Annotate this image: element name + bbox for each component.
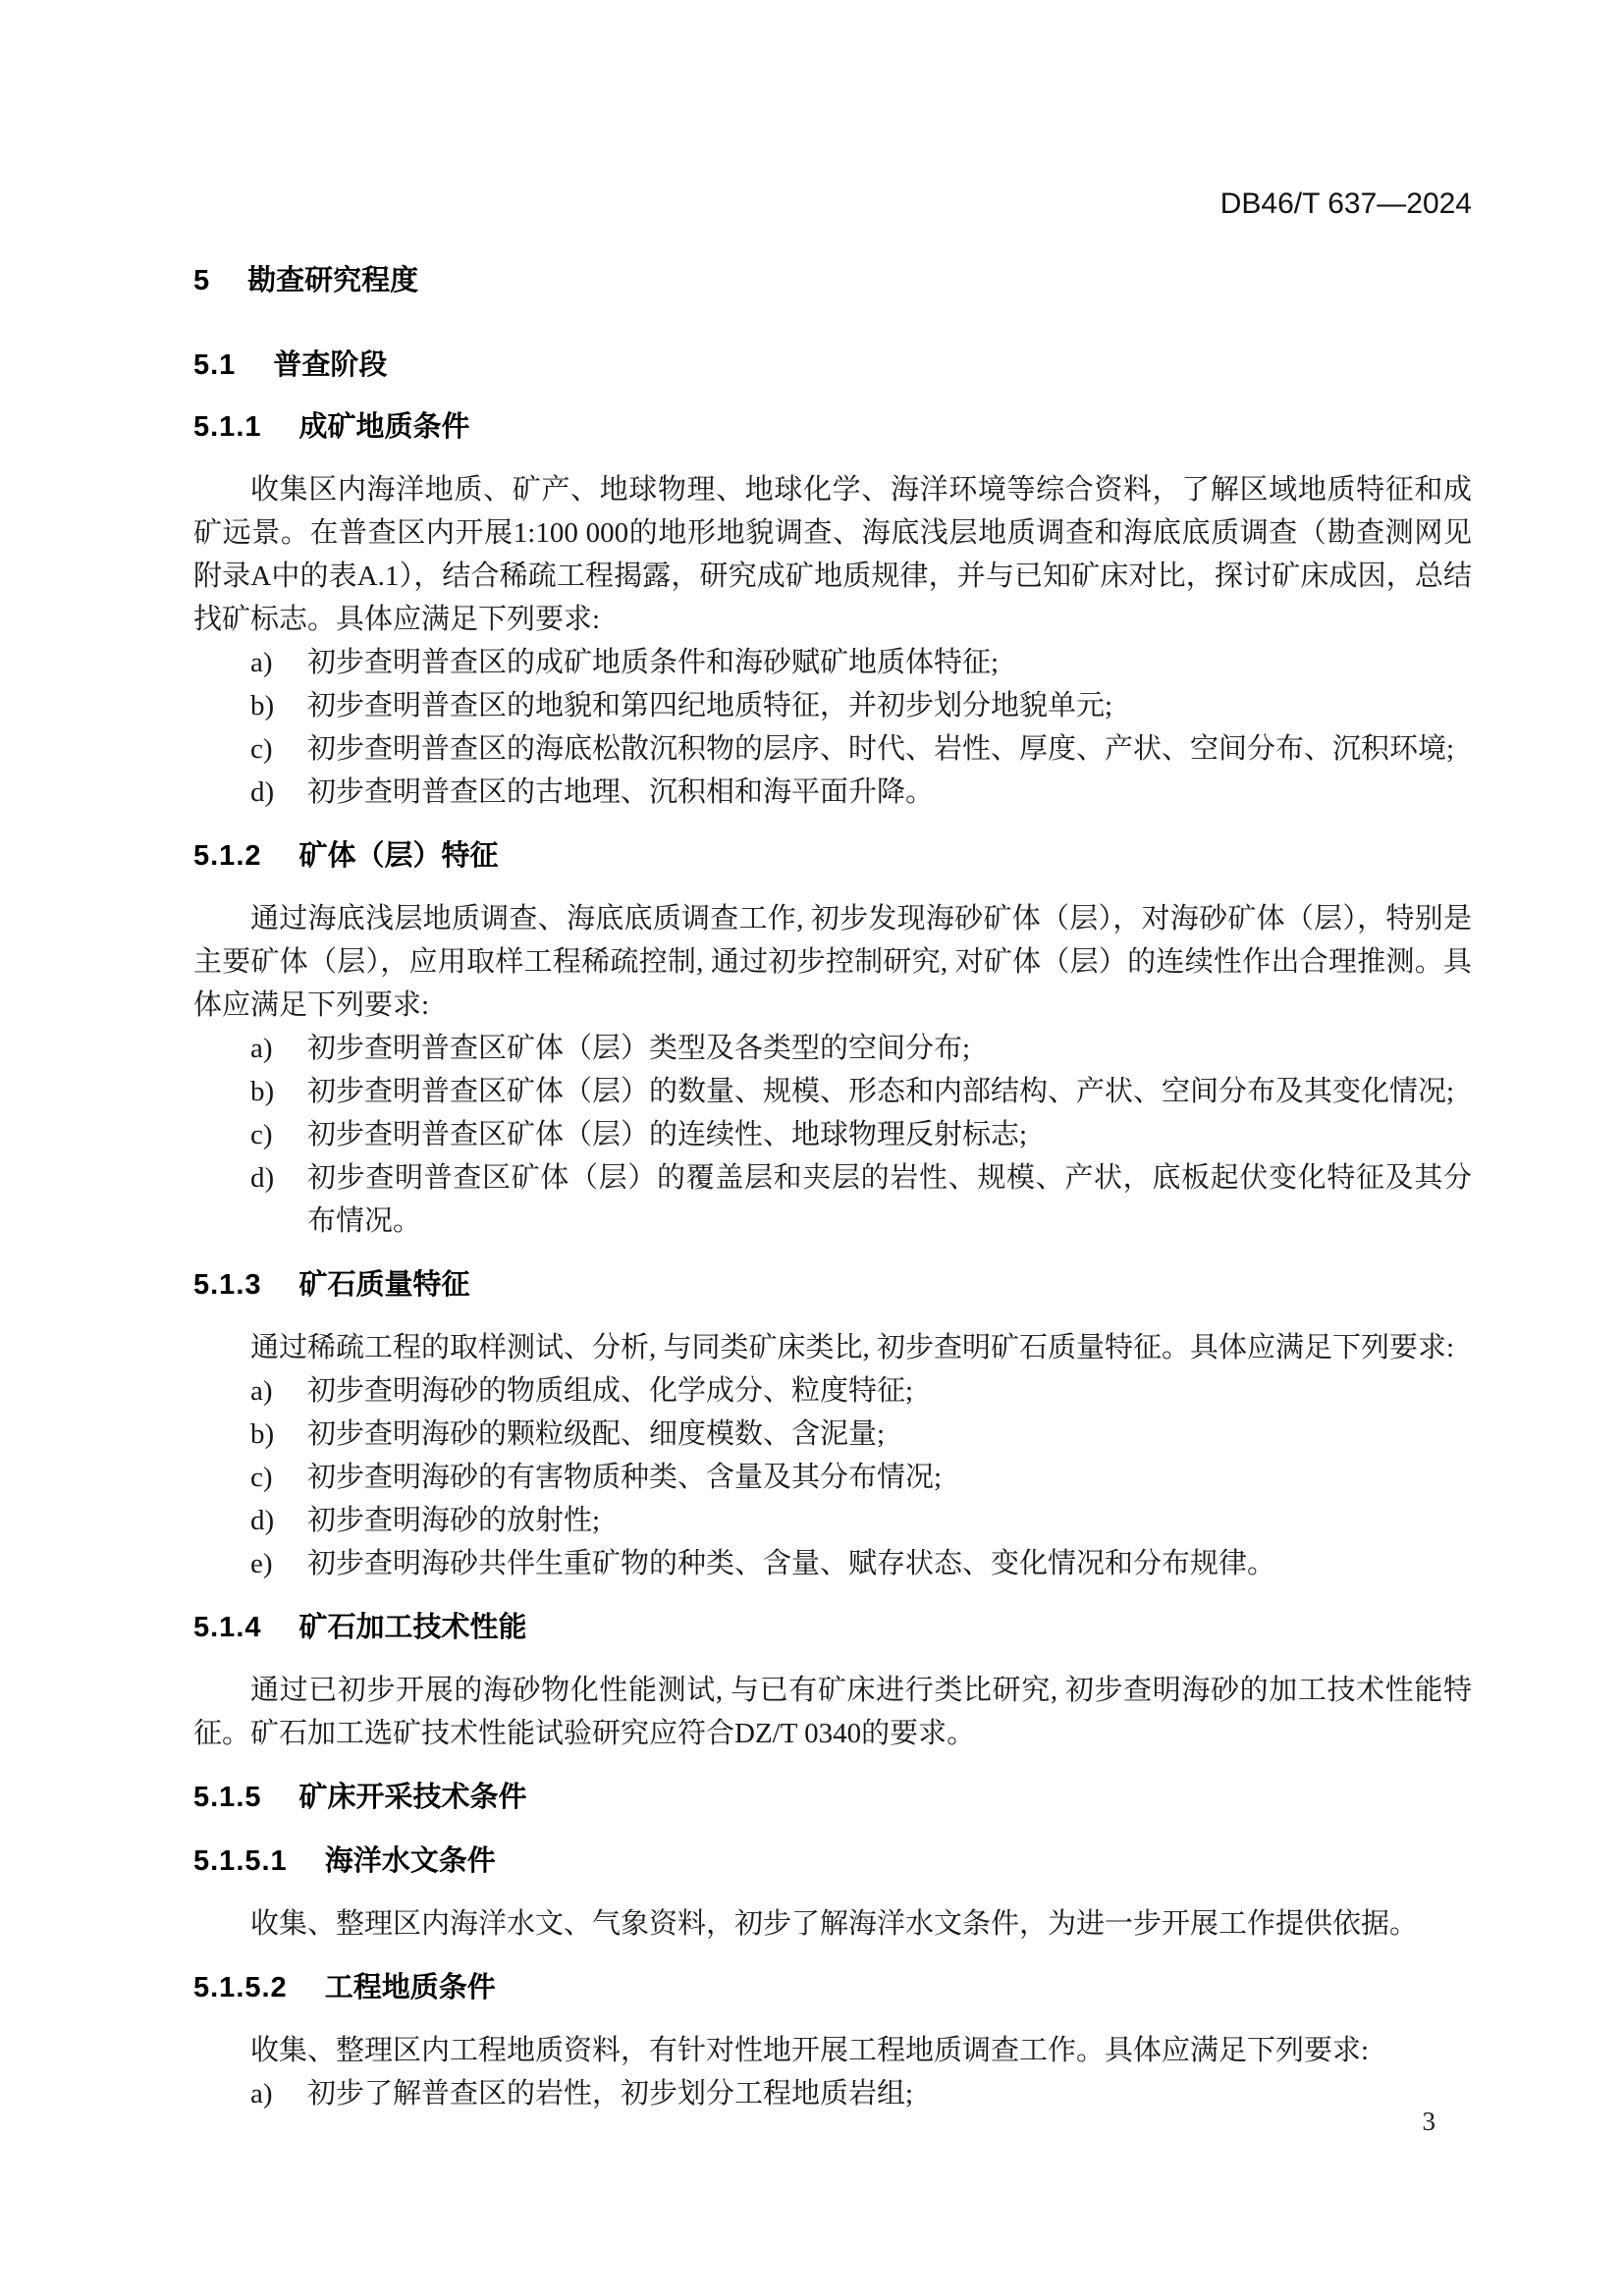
standard-code: DB46/T 637—2024 [1219, 187, 1472, 220]
list-item-text: 初步查明普查区矿体（层）的覆盖层和夹层的岩性、规模、产状，底板起伏变化特征及其分布情况。 [307, 1162, 1472, 1237]
clause-5-1-5-2-heading [193, 1966, 1472, 2009]
clause-title: 勘查研究程度 [247, 265, 419, 296]
clause-title: 普查阶段 [273, 349, 388, 381]
clause-5-heading [193, 259, 1472, 302]
list-item [193, 684, 1472, 727]
clause-5-1-5-heading [193, 1776, 1472, 1819]
list-item-label: a) [250, 1375, 273, 1407]
clause-5-1-2-heading [193, 834, 1472, 878]
list-item-text: 初步查明普查区的地貌和第四纪地质特征，并初步划分地貌单元; [307, 690, 1113, 721]
list-item [193, 1499, 1472, 1542]
paragraph: 通过稀疏工程的取样测试、分析, 与同类矿床类比, 初步查明矿石质量特征。具体应满足下列要求: [250, 1332, 1455, 1363]
clause-number: 5.1.5.1 [193, 1845, 288, 1877]
list-item-label: c) [250, 733, 273, 765]
list-item-text: 初步查明海砂共伴生重矿物的种类、含量、赋存状态、变化情况和分布规律。 [307, 1548, 1276, 1579]
clause-title: 海洋水文条件 [324, 1845, 496, 1877]
list-item-text: 初步查明普查区矿体（层）的数量、规模、形态和内部结构、产状、空间分布及其变化情况; [307, 1076, 1455, 1107]
clause-title: 矿床开采技术条件 [298, 1782, 527, 1813]
clause-number: 5 [193, 265, 211, 296]
clause-number: 5.1.3 [193, 1269, 262, 1301]
list-item-label: a) [250, 2078, 273, 2109]
list-item-text: 初步查明普查区矿体（层）的连续性、地球物理反射标志; [307, 1119, 1028, 1150]
paragraph: 通过已初步开展的海砂物化性能测试, 与已有矿床进行类比研究, 初步查明海砂的加工技术性能特征。矿石加工选矿技术性能试验研究应符合DZ/T 0340的要求。 [193, 1675, 1472, 1749]
list-item-label: b) [250, 690, 275, 721]
list-item-label: b) [250, 1418, 275, 1450]
list-item-label: d) [250, 1162, 275, 1194]
list-item [193, 641, 1472, 684]
list-item-label: c) [250, 1462, 273, 1493]
clause-title: 矿石质量特征 [298, 1269, 470, 1301]
list-item-label: b) [250, 1076, 275, 1107]
clause-5-1-4-heading [193, 1606, 1472, 1649]
clause-title: 成矿地质条件 [298, 411, 470, 443]
paragraph: 通过海底浅层地质调查、海底底质调查工作, 初步发现海砂矿体（层），对海砂矿体（层），特别是主要矿体（层），应用取样工程稀疏控制, 通过初步控制研究, 对矿体（层）的连续性作出合理推测。具体应满足下列要求: [193, 903, 1472, 1021]
list-item-text: 初步查明普查区的古地理、沉积相和海平面升降。 [307, 776, 935, 808]
list-item-label: d) [250, 776, 275, 808]
list-item [193, 1070, 1472, 1113]
clause-number: 5.1.5.2 [193, 1972, 288, 2003]
list-item [193, 1369, 1472, 1413]
paragraph: 收集、整理区内工程地质资料，有针对性地开展工程地质调查工作。具体应满足下列要求: [250, 2035, 1370, 2066]
list-item-text: 初步查明普查区矿体（层）类型及各类型的空间分布; [307, 1033, 971, 1064]
clause-number: 5.1.2 [193, 840, 262, 872]
list-item-text: 初步查明海砂的颗粒级配、细度模数、含泥量; [307, 1418, 886, 1450]
list-item [193, 1456, 1472, 1499]
list-item-label: c) [250, 1119, 273, 1150]
list-item [193, 771, 1472, 814]
clause-number: 5.1 [193, 349, 237, 381]
list-item-text: 初步查明普查区的成矿地质条件和海砂赋矿地质体特征; [307, 647, 1000, 678]
page-number: 3 [1422, 2107, 1435, 2136]
clause-number: 5.1.1 [193, 411, 262, 443]
paragraph: 收集、整理区内海洋水文、气象资料，初步了解海洋水文条件，为进一步开展工作提供依据。 [250, 1908, 1419, 1940]
list-item [193, 727, 1472, 771]
clause-5-1-heading [193, 344, 1472, 387]
list-item-label: e) [250, 1548, 273, 1579]
clause-5-1-3-heading [193, 1263, 1472, 1307]
clause-5-1-1-heading [193, 405, 1472, 449]
list-item-text: 初步查明普查区的海底松散沉积物的层序、时代、岩性、厚度、产状、空间分布、沉积环境; [307, 733, 1455, 765]
clause-number: 5.1.5 [193, 1782, 262, 1813]
list-item [193, 1156, 1472, 1243]
document-content [193, 0, 1472, 2115]
clause-title: 工程地质条件 [324, 1972, 496, 2003]
list-item-text: 初步查明海砂的有害物质种类、含量及其分布情况; [307, 1462, 943, 1493]
list-item-text: 初步了解普查区的岩性，初步划分工程地质岩组; [307, 2078, 914, 2109]
list-item [193, 1413, 1472, 1456]
list-item [193, 1542, 1472, 1585]
paragraph: 收集区内海洋地质、矿产、地球物理、地球化学、海洋环境等综合资料，了解区域地质特征和成矿远景。在普查区内开展1:100 000的地形地貌调查、海底浅层地质调查和海底底质调查（勘查测网见附录A中的表A.1），结合稀疏工程揭露，研究成矿地质规律，并与已知矿床对比，探讨矿床成因，总结找矿标志。具体应满足下列要求: [193, 474, 1472, 635]
clause-number: 5.1.4 [193, 1612, 262, 1643]
clause-title: 矿体（层）特征 [298, 840, 499, 872]
list-item-text: 初步查明海砂的物质组成、化学成分、粒度特征; [307, 1375, 914, 1407]
list-item [193, 1113, 1472, 1156]
clause-5-1-5-1-heading [193, 1840, 1472, 1883]
list-item-text: 初步查明海砂的放射性; [307, 1505, 601, 1536]
list-item-label: a) [250, 647, 273, 678]
clause-title: 矿石加工技术性能 [298, 1612, 527, 1643]
list-item [193, 2072, 1472, 2115]
list-item-label: d) [250, 1505, 275, 1536]
list-item-label: a) [250, 1033, 273, 1064]
list-item [193, 1027, 1472, 1070]
